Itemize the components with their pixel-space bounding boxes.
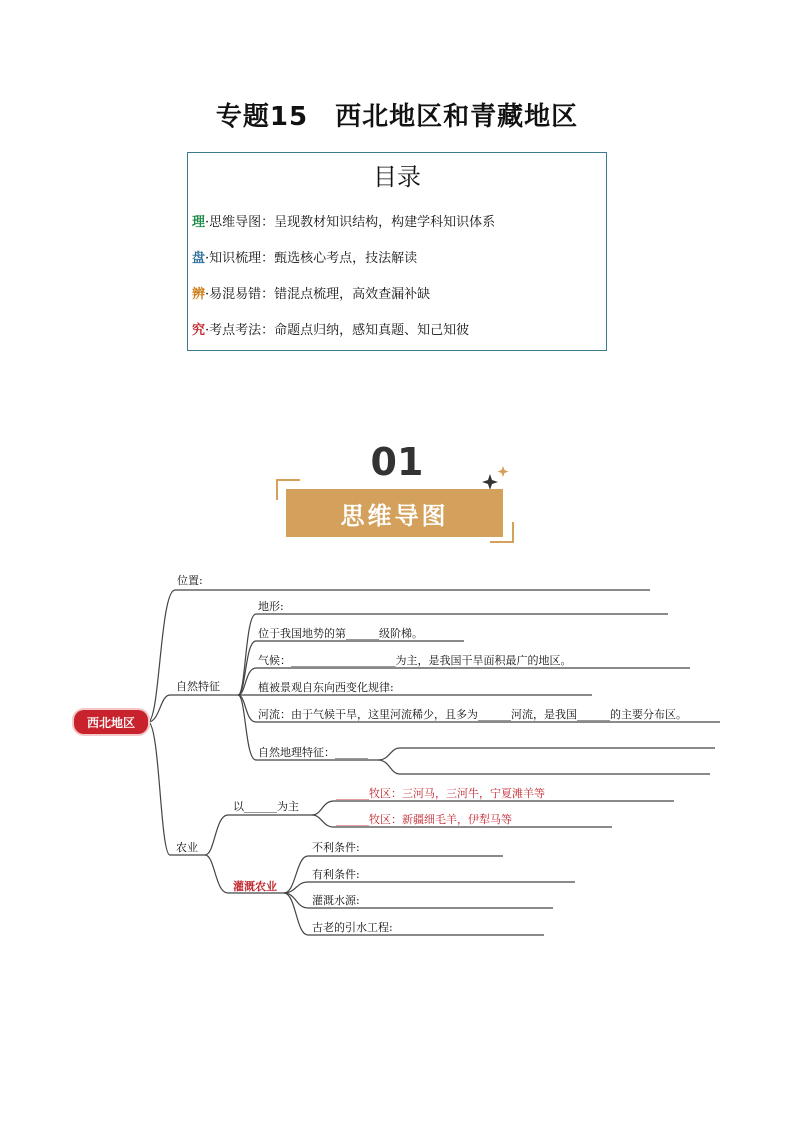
toc-key: 理 [192, 215, 206, 230]
node-climate: 气候：___________________为主，是我国干旱面积最广的地区。 [258, 654, 572, 667]
mindmap-root: 西北地区 [74, 710, 148, 734]
toc-key: 究 [192, 323, 206, 338]
node-favorable: 有利条件: [312, 868, 360, 881]
section-banner: 思维导图 [286, 489, 503, 537]
node-terrain: 地形: [258, 600, 284, 613]
toc-heading: 目录 [373, 163, 421, 191]
section-number: 01 [370, 440, 424, 484]
node-pasture-2: ______牧区：新疆细毛羊，伊犁马等 [336, 813, 512, 826]
node-irrigation: 灌溉农业 [233, 880, 277, 893]
node-natural: 自然特征 [176, 680, 220, 693]
node-vegetation: 植被景观自东向西变化规律: [258, 681, 394, 694]
node-agriculture: 农业 [176, 841, 198, 854]
node-ladder: 位于我国地势的第______级阶梯。 [258, 627, 423, 640]
node-unfavorable: 不利条件: [312, 841, 360, 854]
toc-text: ·考点考法：命题点归纳，感知真题、知己知彼 [205, 323, 470, 338]
node-geo-feature: 自然地理特征：______ [258, 746, 368, 759]
page-title: 专题15 西北地区和青藏地区 [215, 102, 579, 132]
node-water: 灌溉水源: [312, 894, 360, 907]
toc-text: ·知识梳理：甄选核心考点，技法解读 [205, 251, 418, 266]
node-pasture-1: ______牧区：三河马，三河牛，宁夏滩羊等 [336, 787, 545, 800]
node-river: 河流：由于气候干旱，这里河流稀少，且多为______河流，是我国______的主要分布区。 [258, 708, 687, 721]
toc-key: 辨 [192, 287, 206, 302]
toc-key: 盘 [192, 251, 206, 266]
toc-text: ·易混易错：错混点梳理，高效查漏补缺 [205, 287, 431, 302]
node-ancient: 古老的引水工程: [312, 921, 393, 934]
node-pastoral: 以______为主 [233, 800, 299, 813]
node-location: 位置: [177, 574, 203, 587]
toc-text: ·思维导图：呈现教材知识结构，构建学科知识体系 [205, 215, 496, 230]
